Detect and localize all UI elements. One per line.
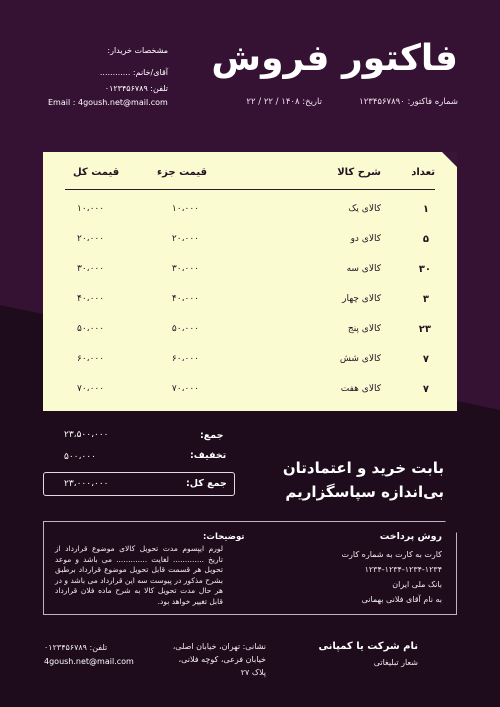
invoice-date — [246, 97, 322, 107]
row-total: ۵۰،۰۰۰ — [77, 324, 105, 334]
invoice-number-value: ۱۲۳۴۵۶۷۸۹۰ — [359, 97, 405, 107]
row-qty: ۷ — [422, 384, 429, 395]
row-unit-price: ۱۰،۰۰۰ — [171, 204, 199, 214]
header-total: قیمت کل — [73, 167, 120, 178]
table-row — [43, 384, 457, 414]
buyer-heading: مشخصات خریدار: — [107, 46, 168, 55]
header-description: شرح کالا — [337, 167, 381, 178]
address-line-3: پلاک ۲۷ — [240, 668, 266, 677]
row-description: کالای هفت — [340, 384, 381, 394]
row-qty: ۳ — [422, 294, 429, 305]
table-row — [43, 234, 457, 264]
table-row — [43, 264, 457, 294]
row-total: ۴۰،۰۰۰ — [77, 294, 105, 304]
invoice-number — [359, 97, 458, 107]
table-row — [43, 354, 457, 384]
company-slogan: شعار تبلیغاتی — [373, 658, 418, 667]
discount-value: ۵۰۰،۰۰۰ — [64, 452, 96, 462]
row-total: ۳۰،۰۰۰ — [77, 264, 105, 274]
row-description: کالای شش — [339, 354, 381, 364]
row-description: کالای چهار — [342, 294, 381, 304]
thank-you-message — [283, 456, 444, 504]
payment-card-number: ۱۲۳۴-۱۲۳۴-۱۲۳۴-۱۲۳۴ — [364, 565, 442, 574]
table-row — [43, 324, 457, 354]
box-corner-cut — [445, 521, 457, 533]
row-description: کالای یک — [348, 204, 381, 214]
company-name: نام شرکت یا کمپانی — [318, 641, 418, 652]
payment-account-holder: به نام آقای فلانی بهمانی — [361, 595, 442, 604]
thank-you-line-2: بی‌اندازه سپاسگزاریم — [285, 483, 444, 501]
row-qty: ۵ — [422, 234, 429, 245]
header-unit-price: قیمت جزء — [157, 167, 207, 178]
row-description: کالای دو — [350, 234, 381, 244]
items-table — [43, 152, 457, 411]
net-total-label: جمع کل: — [186, 478, 227, 489]
invoice-date-label: تاریخ: — [302, 97, 322, 107]
discount-label: تخفیف: — [190, 450, 227, 461]
address-line-2: خیابان فرعی، کوچه فلانی، — [178, 655, 266, 664]
notes-title: توضیحات: — [203, 532, 245, 542]
row-total: ۶۰،۰۰۰ — [77, 354, 105, 364]
header-qty: تعداد — [411, 167, 435, 178]
buyer-phone: تلفن: ۰۱۲۳۴۵۶۷۸۹ — [104, 84, 168, 93]
address-line-1: نشانی: تهران، خیابان اصلی، — [172, 642, 266, 651]
invoice-title: فاکتور فروش — [211, 38, 458, 79]
row-description: کالای سه — [346, 264, 381, 274]
row-qty: ۲۳ — [418, 324, 431, 335]
table-corner-cut — [442, 152, 457, 167]
invoice-date-value: ۱۴۰۸ / ۲۲ / ۲۲ — [246, 97, 300, 107]
thank-you-line-1: بابت خرید و اعتمادتان — [282, 459, 444, 477]
footer-email[interactable]: 4goush.net@mail.com — [44, 657, 134, 666]
row-total: ۷۰،۰۰۰ — [77, 384, 105, 394]
row-qty: ۱ — [422, 204, 429, 215]
net-total-value: ۲۳،۰۰۰،۰۰۰ — [64, 479, 109, 489]
table-row — [43, 204, 457, 234]
table-row — [43, 294, 457, 324]
payment-bank: بانک ملی ایران — [392, 580, 442, 589]
sum-value: ۲۳،۵۰۰،۰۰۰ — [64, 430, 109, 440]
row-total: ۲۰،۰۰۰ — [77, 234, 105, 244]
row-total: ۱۰،۰۰۰ — [77, 204, 105, 214]
header-divider — [65, 189, 435, 190]
payment-line-1: کارت به کارت به شماره کارت — [341, 550, 442, 559]
row-unit-price: ۴۰،۰۰۰ — [171, 294, 199, 304]
row-unit-price: ۲۰،۰۰۰ — [171, 234, 199, 244]
invoice-number-label: شماره فاکتور: — [407, 97, 458, 107]
row-unit-price: ۷۰،۰۰۰ — [171, 384, 199, 394]
row-unit-price: ۵۰،۰۰۰ — [171, 324, 199, 334]
sum-label: جمع: — [200, 430, 224, 441]
row-qty: ۷ — [422, 354, 429, 365]
row-unit-price: ۶۰،۰۰۰ — [171, 354, 199, 364]
row-unit-price: ۳۰،۰۰۰ — [171, 264, 199, 274]
footer-phone: تلفن: ۰۱۲۳۴۵۶۷۸۹ — [44, 643, 108, 652]
row-qty: ۳۰ — [418, 264, 431, 275]
row-description: کالای پنج — [347, 324, 381, 334]
notes-text: لورم ایپسوم مدت تحویل کالای موضوع قرارداد از تاریخ ............. لغایت ............. می باشد و موعد تحویل هر قسمت قابل تحویل موضوع قرارداد برطبق بشرح مذکور در پیوست سه این قرارداد می باشد و در هر حال مدت تحویل کالا به شرح ماده فلان قرارداد قابل تغییر خواهد بود. — [55, 544, 223, 606]
payment-title: روش پرداخت — [379, 531, 442, 542]
buyer-email: Email : 4goush.net@mail.com — [48, 98, 168, 107]
buyer-name: آقای/خانم: ............ — [99, 68, 168, 77]
